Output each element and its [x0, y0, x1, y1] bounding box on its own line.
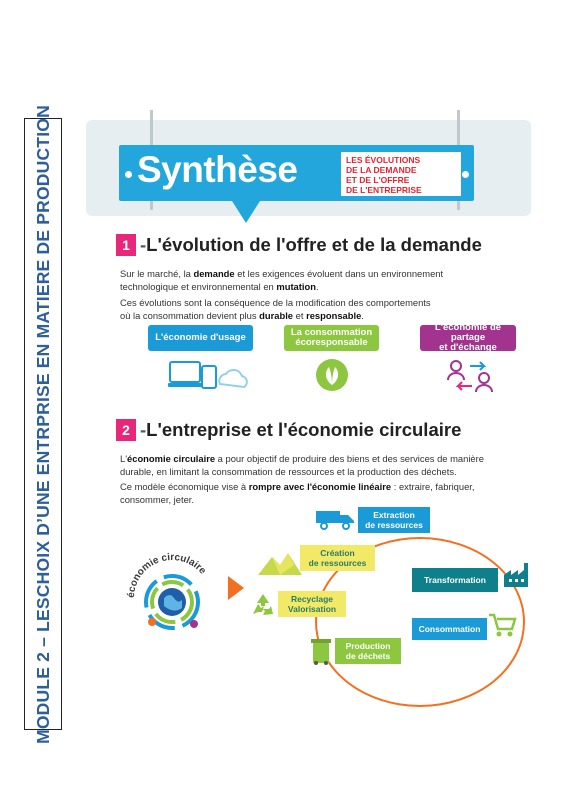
cycle-step-extraction: Extraction de ressources — [358, 507, 430, 533]
economie-circulaire-logo — [122, 546, 222, 636]
cycle-step-recyclage: Recyclage Valorisation — [278, 591, 346, 617]
devices-cloud-icon — [168, 358, 254, 392]
section2-title: -L'entreprise et l'économie circulaire — [140, 419, 462, 440]
cycle-step-creation: Création de ressources — [300, 545, 375, 571]
cycle-step-transformation: Transformation — [412, 568, 498, 592]
section1-paragraph1: Sur le marché, la demande et les exigences évoluent dans un environnement technologique et environnemental en mutation. — [120, 268, 444, 292]
trash-bin-icon — [310, 637, 332, 665]
banner-subtitle-line: LES ÉVOLUTIONS — [346, 155, 421, 165]
section1-title: -L'évolution de l'offre et de la demande — [140, 234, 482, 255]
banner-tail — [232, 201, 260, 223]
banner-subtitle — [341, 152, 461, 196]
banner-dot-right — [462, 171, 469, 178]
section-number-badge: 1 — [116, 234, 136, 256]
cycle-step-consommation: Consommation — [412, 618, 487, 640]
section2-paragraph2: Ce modèle économique vise à rompre avec l'économie linéaire : extraire, fabriquer, consommer, jeter. — [120, 481, 475, 505]
cart-icon — [487, 612, 517, 638]
factory-icon — [502, 561, 530, 589]
section1-paragraph2: Ces évolutions sont la conséquence de la modification des comportements où la consommation devient plus durable et responsable. — [120, 297, 431, 321]
banner-title: Synthèse — [137, 149, 298, 190]
section2-paragraph1: L'économie circulaire a pour objectif de produire des biens et des services de manière durable, en limitant la consommation de ressources et la production des déchets. — [120, 453, 484, 477]
recycle-icon — [250, 592, 276, 618]
leaf-icon — [315, 358, 349, 392]
module-title: MODULE 2 – LESCHOIX D’UNE ENTRPRISE EN MATIERE DE PRODUCTION — [32, 104, 53, 744]
pill-economie-usage: L'économie d'usage — [148, 325, 253, 351]
banner-subtitle-line: DE L'ENTREPRISE — [346, 185, 422, 195]
synthesis-page — [82, 110, 542, 710]
cycle-step-production-dechets: Production de déchets — [335, 638, 401, 664]
section-number-badge: 2 — [116, 419, 136, 441]
pill-economie-partage: L'économie de partage et d'échange — [420, 325, 516, 351]
module-sidebar — [24, 104, 62, 744]
banner-subtitle-line: ET DE L'OFFRE — [346, 175, 410, 185]
pill-consommation-ecoresponsable: La consommation écoresponsable — [284, 325, 379, 351]
pile-icon — [258, 551, 302, 575]
truck-icon — [316, 507, 356, 531]
banner-subtitle-line: DE LA DEMANDE — [346, 165, 417, 175]
banner-dot-left — [125, 171, 132, 178]
synthese-banner — [119, 145, 474, 201]
arrow-right-icon — [228, 576, 244, 600]
logo-text: économie circulaire — [125, 551, 208, 599]
people-exchange-icon — [446, 358, 496, 394]
